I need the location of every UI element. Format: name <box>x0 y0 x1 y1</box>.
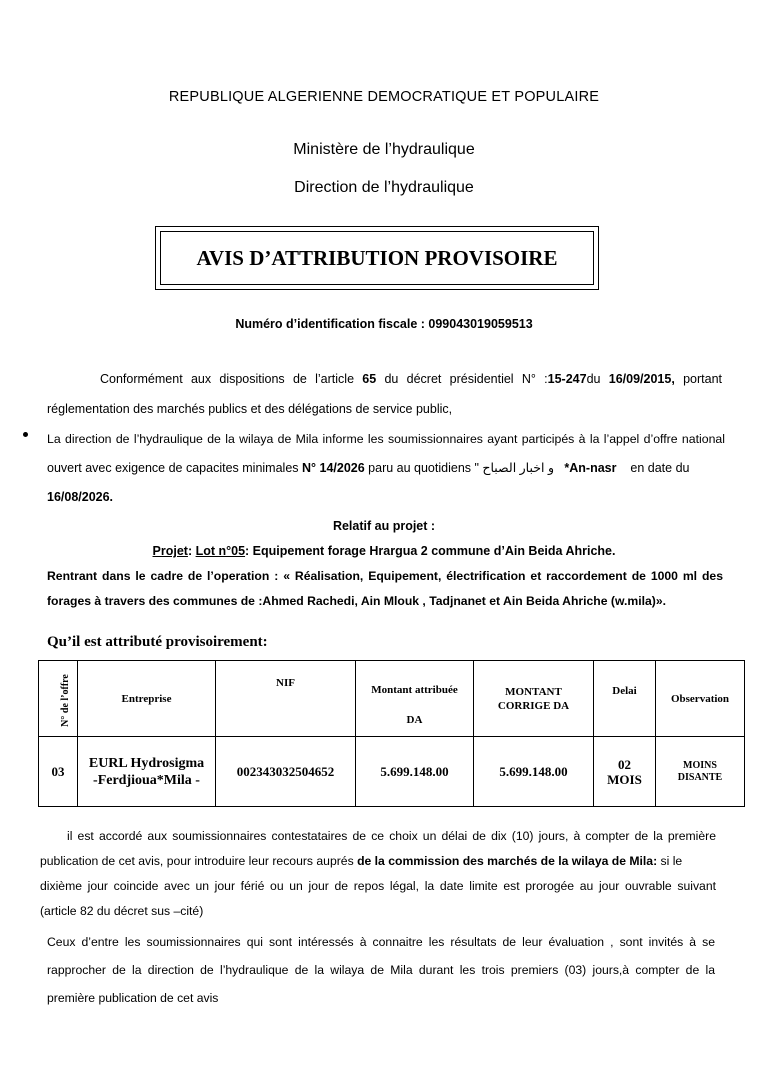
header-corrige: MONTANT CORRIGE DA <box>474 661 594 737</box>
table-row <box>39 737 745 807</box>
document-title: AVIS D’ATTRIBUTION PROVISOIRE <box>160 231 594 285</box>
para3-line1: il est accordé aux soumissionnaires contestataires de ce choix un délai de dix (10) jours, à compter de la première <box>67 829 716 843</box>
operation-line2: forages à travers des communes de :Ahmed Rachedi, Ain Mlouk , Tadjnanet et Ain Beida Ahriche (w.mila)». <box>47 594 666 608</box>
cell-observation: MOINS DISANTE <box>656 737 745 807</box>
para3-line3: dixième jour coincide avec un jour férié ou un jour de repos légal, la date limite est prorogée au jour ouvrable suivant <box>40 879 716 893</box>
para4-line3: première publication de cet avis <box>47 991 219 1005</box>
header-delai: Delai <box>594 661 656 737</box>
para2-line1: La direction de l’hydraulique de la wilaya de Mila informe les soumissionnaires ayant participés à la l’appel d’offre national <box>47 432 725 446</box>
cell-entreprise: EURL Hydrosigma -Ferdjioua*Mila - <box>78 737 216 807</box>
header-observation: Observation <box>656 661 745 737</box>
para1-line2: réglementation des marchés publics et des délégations de service public, <box>47 402 453 416</box>
attributed-heading: Qu’il est attributé provisoirement: <box>47 634 268 650</box>
cell-montant: 5.699.148.00 <box>356 737 474 807</box>
direction-heading: Direction de l’hydraulique <box>294 179 474 196</box>
header-offre: N° de l’offre <box>39 661 78 737</box>
para3-line4: (article 82 du décret sus –cité) <box>40 904 204 918</box>
header-nif: NIF <box>216 661 356 737</box>
para2-line3: 16/08/2026. <box>47 490 114 504</box>
table-header-row <box>39 661 745 737</box>
title-frame <box>155 226 599 290</box>
republic-heading: REPUBLIQUE ALGERIENNE DEMOCRATIQUE ET POPULAIRE <box>168 89 600 105</box>
header-montant: Montant attribuée DA <box>356 661 474 737</box>
para2-line2: ouvert avec exigence de capacites minimales N° 14/2026 paru au quotidiens " و اخبار الصباح *An-nasr en date du <box>47 461 690 475</box>
attribution-table <box>38 660 745 807</box>
header-entreprise: Entreprise <box>78 661 216 737</box>
cell-corrige: 5.699.148.00 <box>474 737 594 807</box>
cell-nif: 002343032504652 <box>216 737 356 807</box>
cell-delai: 02 MOIS <box>594 737 656 807</box>
project-line: Projet: Lot n°05: Equipement forage Hrargua 2 commune d’Ain Beida Ahriche. <box>152 544 616 558</box>
fiscal-id: Numéro d’identification fiscale : 099043019059513 <box>235 317 533 331</box>
para1-line1: Conformément aux dispositions de l’article 65 du décret présidentiel N° :15-247du 16/09/2015, portant <box>100 372 722 386</box>
project-relatif: Relatif au projet : <box>332 519 436 533</box>
para4-line2: rapprocher de la direction de l’hydraulique de la wilaya de Mila durant les trois premiers (03) jours,à compter de la <box>47 963 715 977</box>
operation-line1: Rentrant dans le cadre de l’operation : « Réalisation, Equipement, électrification et raccordement de 1000 ml des <box>47 569 723 583</box>
para3-line2: publication de cet avis, pour introduire leur recours auprés de la commission des marchés de la wilaya de Mila: si le <box>40 854 683 868</box>
cell-offre: 03 <box>39 737 78 807</box>
bullet-icon <box>23 432 28 437</box>
ministry-heading: Ministère de l’hydraulique <box>293 141 475 158</box>
para4-line1: Ceux d’entre les soumissionnaires qui sont intéressés à connaitre les résultats de leur évaluation , sont invités à se <box>47 935 715 949</box>
